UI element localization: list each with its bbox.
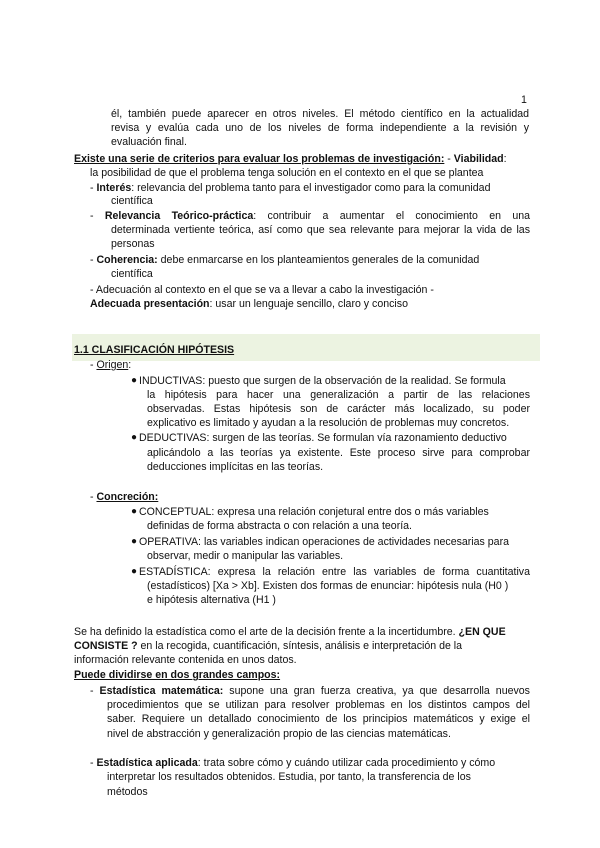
bullet-icon: ● [131, 506, 138, 517]
aplicada-dash: - [90, 757, 97, 769]
stats-question-1: ¿EN QUE [458, 626, 506, 638]
matematica-line-3: saber. Requiere un detallado conocimiento de los principios matemáticos y exige el [107, 713, 530, 725]
stats-line-1-text: Se ha definido la estadística como el arte de la decisión frente a la incertidumbre. [74, 626, 459, 638]
interes-dash: - [90, 182, 97, 194]
matematica-line [90, 685, 530, 698]
deductivas-line-3: deducciones implícitas en las teorías. [147, 461, 324, 473]
presentacion-line [90, 298, 408, 311]
coherencia-term: Coherencia: [96, 254, 158, 266]
coherencia-dash: - [90, 254, 97, 266]
stats-line-2 [74, 640, 462, 653]
stats-line-3: información relevante contenida en unos datos. [74, 654, 297, 666]
coherencia-text: debe enmarcarse en los planteamientos generales de la comunidad [157, 254, 480, 266]
presentacion-term: Adecuada presentación [90, 298, 210, 310]
inductivas-line-1: INDUCTIVAS: puesto que surgen de la observación de la realidad. Se formula [139, 375, 506, 387]
inductivas-line-2: la hipótesis para hacer una generalización a partir de las relaciones [147, 389, 530, 401]
relevancia-text: : contribuir a aumentar el conocimiento en una [253, 210, 531, 222]
relevancia-dash: - [90, 210, 105, 222]
criteria-heading: Existe una serie de criterios para evaluar los problemas de investigación: [74, 153, 445, 165]
section-title: 1.1 CLASIFICACIÓN HIPÓTESIS [74, 344, 235, 356]
matematica-term: Estadística matemática: [99, 685, 224, 697]
matematica-line-4: nivel de abstracción y generalización propio de las ciencias matemáticas. [107, 728, 451, 740]
matematica-text: supone una gran fuerza creativa, ya que desarrolla nuevos [223, 685, 530, 697]
interes-line [90, 182, 490, 195]
intro-line-3: evaluación final. [111, 136, 187, 148]
adecuacion-line: - Adecuación al contexto en el que se va a llevar a cabo la investigación - [90, 284, 434, 296]
aplicada-line [90, 757, 495, 770]
bullet-icon: ● [131, 432, 138, 443]
coherencia-line-2: científica [111, 268, 153, 280]
aplicada-line-3: métodos [107, 786, 148, 798]
viabilidad-prefix: - [444, 153, 454, 165]
deductivas-line-1: DEDUCTIVAS: surgen de las teorías. Se formulan vía razonamiento deductivo [139, 432, 507, 444]
estadistica-line-1: ESTADÍSTICA: expresa la relación entre las variables de forma cuantitativa [139, 566, 530, 578]
origen-colon: : [128, 359, 132, 371]
origen-label: Origen [96, 359, 129, 371]
stats-line-1 [74, 626, 506, 639]
concrecion-line [90, 491, 158, 504]
stats-line-2-text: en la recogida, cuantificación, síntesis, análisis e interpretación de la [137, 640, 463, 652]
criteria-heading-line [74, 153, 507, 166]
origen-line [90, 359, 131, 372]
relevancia-term: Relevancia Teórico-práctica [104, 210, 254, 222]
inductivas-line-3: observadas. Estas hipótesis son de carácter más localizado, su poder [147, 403, 530, 415]
estadistica-line-3: e hipótesis alternativa (H1 ) [147, 594, 276, 606]
viabilidad-colon: : [503, 153, 507, 165]
intro-line-2: revisa y evalúa cada uno de los niveles de forma independiente a la revisión y [111, 122, 529, 134]
intro-line-1: él, también puede aparecer en otros niveles. El método científico en la actualidad [111, 108, 529, 120]
matematica-line-2: procedimientos que se utilizan para resolver problemas en los distintos campos del [107, 699, 530, 711]
aplicada-line-2: interpretar los resultados obtenidos. Estudia, por tanto, la transferencia de los [107, 771, 471, 783]
interes-term: Interés [96, 182, 132, 194]
coherencia-line [90, 254, 479, 267]
conceptual-line-1: CONCEPTUAL: expresa una relación conjetural entre dos o más variables [139, 506, 489, 518]
aplicada-term: Estadística aplicada [96, 757, 198, 769]
viabilidad-text: la posibilidad de que el problema tenga solución en el contexto en el que se plantea [90, 167, 484, 179]
inductivas-line-4: explicativo es limitado y ayudan a la resolución de problemas muy concretos. [147, 417, 510, 429]
viabilidad-term: Viabilidad [453, 153, 504, 165]
relevancia-line [90, 210, 530, 223]
conceptual-line-2: definidas de forma abstracta o con relación a una teoría. [147, 520, 413, 532]
page-number: 1 [521, 94, 527, 106]
bullet-icon: ● [131, 536, 138, 547]
relevancia-line-3: personas [111, 238, 155, 250]
bullet-icon: ● [131, 566, 138, 577]
presentacion-text: : usar un lenguaje sencillo, claro y conciso [209, 298, 408, 310]
estadistica-line-2: (estadísticos) [Xa > Xb]. Existen dos formas de enunciar: hipótesis nula (H0 ) [147, 580, 509, 592]
divide-heading: Puede dividirse en dos grandes campos: [74, 669, 281, 681]
bullet-icon: ● [131, 375, 138, 386]
deductivas-line-2: aplicándolo a las teorías ya existente. Este proceso sirve para comprobar [147, 447, 530, 459]
interes-text: : relevancia del problema tanto para el investigador como para la comunidad [131, 182, 491, 194]
operativa-line-1: OPERATIVA: las variables indican operaciones de actividades necesarias para [139, 536, 509, 548]
concrecion-label: Concreción: [96, 491, 159, 503]
operativa-line-2: observar, medir o manipular las variables. [147, 550, 344, 562]
relevancia-line-2: determinada vertiente teórica, así como que sea relevante para mejorar la vida de las [111, 224, 530, 236]
interes-line-2: científica [111, 195, 153, 207]
matematica-dash: - [90, 685, 100, 697]
origen-dash: - [90, 359, 97, 371]
stats-question-2: CONSISTE ? [74, 640, 138, 652]
aplicada-text: : trata sobre cómo y cuándo utilizar cada procedimiento y cómo [197, 757, 496, 769]
concrecion-dash: - [90, 491, 97, 503]
